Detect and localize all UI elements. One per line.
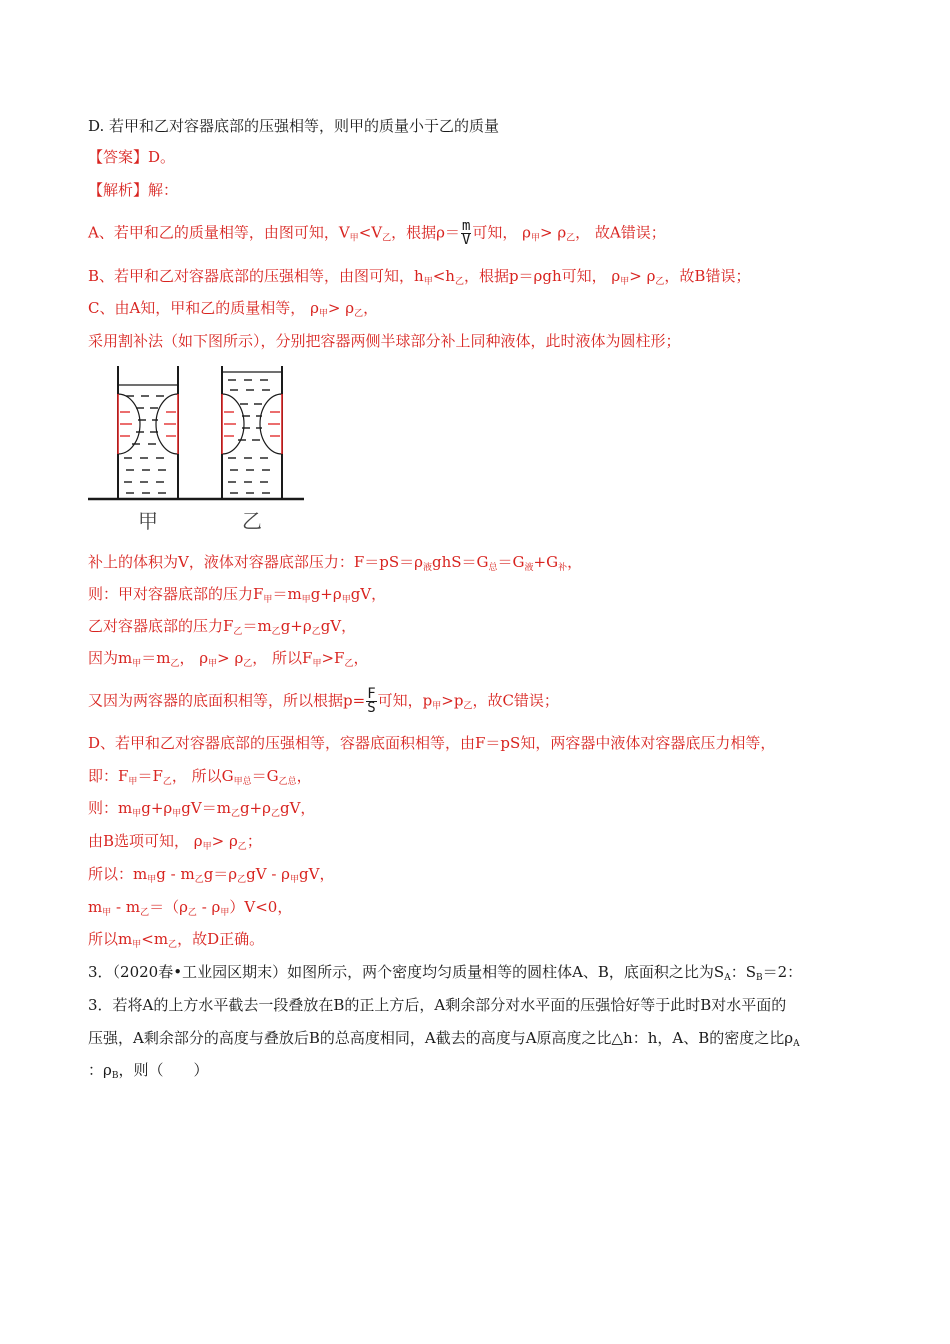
analysis-volume: 补上的体积为V，液体对容器底部压力：$F=pS=\rho_液ghS=G_总=G_液+G_补$，	[88, 553, 583, 573]
question-3-line-2: 3．若将A的上方水平截去一段叠放在B的正上方后，A剩余部分对水平面的压强恰好等于此时B对水平面的	[88, 996, 787, 1014]
analysis-then: 则：$m_甲g+\rho_甲gV=m_乙g+\rho_乙gV$，	[88, 799, 316, 819]
analysis-diff: $m_甲 - m_乙=(\rho_乙 - \rho_甲)V<0$，	[88, 898, 293, 918]
container-yi	[222, 366, 282, 498]
label-jia: 甲	[138, 509, 158, 533]
analysis-ie: 即：$F_甲=F_乙$， 所以$G_{甲总}=G_{乙总}$，	[88, 767, 312, 787]
analysis-d: D、若甲和乙对容器底部的压强相等，容器底面积相等，由F＝pS知，两容器中液体对容器底压力相等，	[88, 734, 776, 752]
analysis-force-jia: 则：甲对容器底部的压力$F_甲=m_甲g+\rho_甲gV$，	[88, 585, 387, 605]
analysis-from-b: 由B选项可知， $\rho_甲> \rho_乙$；	[88, 832, 262, 852]
container-jia	[118, 366, 178, 498]
question-3-line-1: 3．（2020春•工业园区期末）如图所示，两个密度均匀质量相等的圆柱体A、B，底面积之比为$S_A$：$S_B=2$：	[88, 963, 803, 983]
fraction-f-over-s: $\frac{F}{S}$	[367, 686, 376, 716]
analysis-because: 因为$m_甲=m_乙$， $\rho_甲> \rho_乙$， 所以$F_甲>F_乙$，	[88, 649, 369, 669]
option-d: D. 若甲和乙对容器底部的压强相等，则甲的质量小于乙的质量	[88, 117, 500, 135]
answer-line: 【答案】D。	[88, 148, 176, 166]
analysis-c: C、由A知，甲和乙的质量相等， $\rho_甲> \rho_乙$，	[88, 299, 379, 319]
label-yi: 乙	[242, 509, 262, 533]
question-3-line-4: ：$\rho_B$，则（ ）	[88, 1061, 209, 1081]
analysis-b: B、若甲和乙对容器底部的压强相等，由图可知，$h_甲<h_乙$，根据p＝ρgh可知， $\rho_甲> \rho_乙$，故B错误；	[88, 267, 751, 287]
container-figure	[86, 360, 306, 536]
analysis-conclusion: 所以$m_甲<m_乙$，故D正确。	[88, 930, 265, 950]
analysis-force-yi: 乙对容器底部的压力$F_乙=m_乙g+\rho_乙gV$，	[88, 617, 357, 637]
method-line: 采用割补法（如下图所示），分别把容器两侧半球部分补上同种液体，此时液体为圆柱形；	[88, 332, 681, 350]
analysis-a: A、若甲和乙的质量相等，由图可知，$V_甲<V_乙$，根据ρ＝ $\frac{m}{V}$ 可知， $\rho_甲> \rho_乙$， 故A错误；	[88, 218, 666, 248]
analysis-so: 所以：$m_甲g - m_乙g=\rho_乙gV - \rho_甲gV$，	[88, 865, 335, 885]
analysis-label: 【解析】解：	[88, 181, 179, 199]
fraction-m-over-v: $\frac{m}{V}$	[461, 218, 471, 248]
question-3-line-3: 压强，A剩余部分的高度与叠放后B的总高度相同，A截去的高度与A原高度之比△h：h，A、B的密度之比$\rho_A$	[88, 1029, 800, 1049]
analysis-area: 又因为两容器的底面积相等，所以根据p= $\frac{F}{S}$ 可知，$p_甲>p_乙$，故C错误；	[88, 686, 559, 716]
